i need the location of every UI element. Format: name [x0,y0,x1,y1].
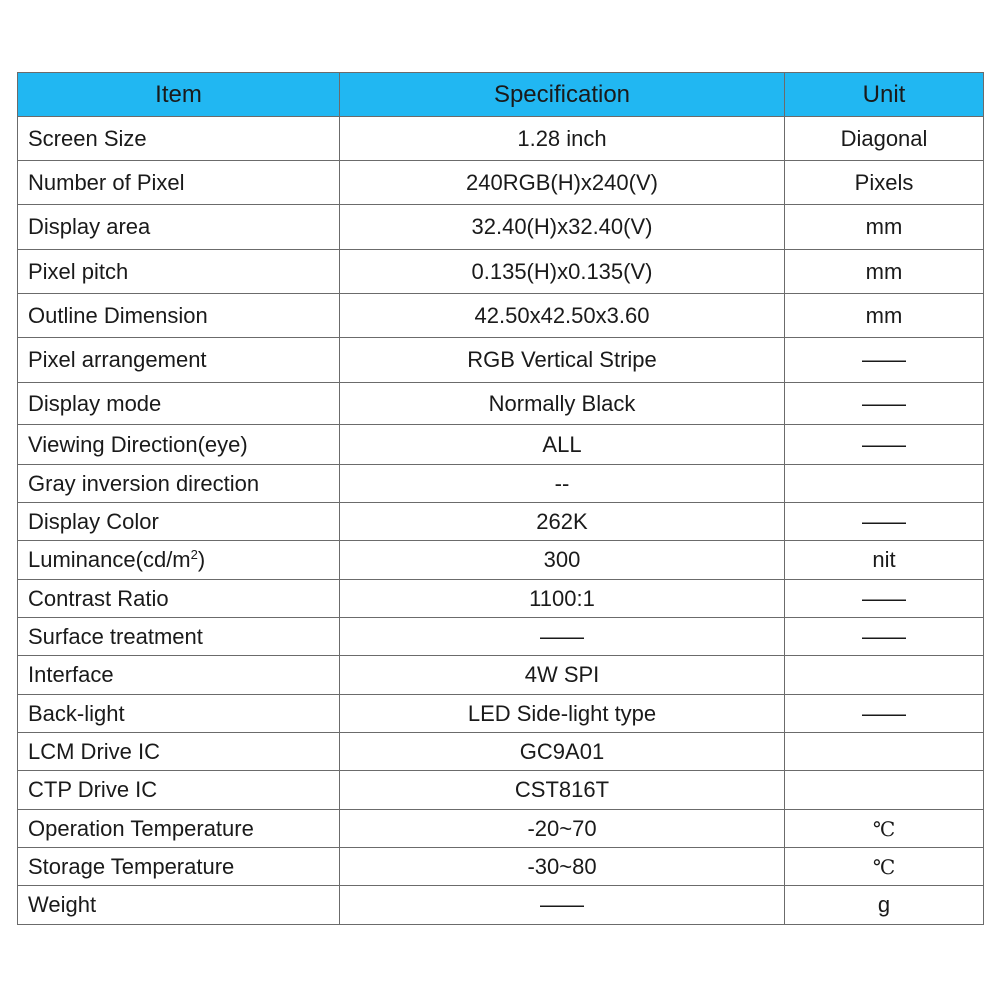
item-label: Interface [28,662,114,687]
unit-cell [785,771,984,810]
item-cell [18,117,340,161]
table-row [18,580,984,618]
item-label: Luminance(cd/m [28,547,191,572]
spec-cell: 1100:1 [340,580,785,618]
table-row [18,294,984,338]
spec-cell: 240RGB(H)x240(V) [340,161,785,205]
header-item: Item [18,73,340,117]
table-row [18,618,984,656]
table-body [18,117,984,925]
spec-cell: CST816T [340,771,785,810]
item-suffix: ) [197,547,206,572]
table-row [18,465,984,503]
spec-table [17,72,984,925]
item-superscript: 2 [190,547,198,562]
item-cell [18,503,340,541]
table-row [18,503,984,541]
unit-cell: mm [785,250,984,294]
item-cell [18,771,340,810]
table-row [18,117,984,161]
item-label: CTP Drive IC [28,777,158,802]
spec-cell: -20~70 [340,810,785,848]
item-cell [18,161,340,205]
unit-cell: —— [785,338,984,383]
table-row [18,886,984,925]
unit-cell: —— [785,695,984,733]
table-row [18,810,984,848]
table-row [18,848,984,886]
spec-cell: 0.135(H)x0.135(V) [340,250,785,294]
table-row [18,425,984,465]
item-cell [18,656,340,695]
unit-cell: —— [785,503,984,541]
spec-cell: —— [340,618,785,656]
unit-cell: —— [785,383,984,425]
spec-cell: ALL [340,425,785,465]
item-label: Gray inversion direction [28,470,260,496]
spec-cell: -- [340,465,785,503]
item-label: Outline Dimension [28,302,208,328]
item-cell [18,250,340,294]
item-label: Display area [28,214,151,239]
table-row [18,771,984,810]
table-row [18,161,984,205]
item-label: Pixel arrangement [28,347,207,372]
unit-cell [785,465,984,503]
item-cell [18,810,340,848]
table-header [18,73,984,117]
item-label: Surface treatment [28,623,203,649]
item-label: Number of Pixel [28,169,185,195]
unit-cell: Pixels [785,161,984,205]
table-row [18,205,984,250]
item-cell [18,848,340,886]
item-cell [18,733,340,771]
table-row [18,656,984,695]
item-label: LCM Drive IC [28,738,161,764]
item-cell [18,695,340,733]
unit-cell: ℃ [785,810,984,848]
item-label: Display Color [28,508,159,534]
spec-cell: RGB Vertical Stripe [340,338,785,383]
spec-cell: 262K [340,503,785,541]
spec-cell: LED Side-light type [340,695,785,733]
spec-cell: 4W SPI [340,656,785,695]
unit-cell: mm [785,294,984,338]
item-cell [18,465,340,503]
item-label: Display mode [28,390,162,416]
item-label: Weight [28,892,97,917]
table-row [18,383,984,425]
unit-cell: —— [785,580,984,618]
table-row [18,733,984,771]
item-label: Back-light [28,700,125,726]
table-row [18,250,984,294]
unit-cell [785,656,984,695]
item-label: Pixel pitch [28,258,129,284]
table-row [18,338,984,383]
unit-cell: g [785,886,984,925]
spec-cell: Normally Black [340,383,785,425]
unit-cell: —— [785,618,984,656]
table-row [18,695,984,733]
spec-cell: 42.50x42.50x3.60 [340,294,785,338]
spec-cell: GC9A01 [340,733,785,771]
item-cell [18,338,340,383]
item-label: Screen Size [28,125,147,151]
unit-cell: Diagonal [785,117,984,161]
item-label: Storage Temperature [28,853,235,879]
item-cell [18,383,340,425]
item-cell [18,886,340,925]
spec-cell: 32.40(H)x32.40(V) [340,205,785,250]
unit-cell [785,733,984,771]
spec-cell: 1.28 inch [340,117,785,161]
item-cell [18,541,340,580]
spec-cell: —— [340,886,785,925]
item-cell [18,425,340,465]
item-cell [18,294,340,338]
unit-cell: —— [785,425,984,465]
header-unit: Unit [785,73,984,117]
unit-cell: mm [785,205,984,250]
unit-cell: nit [785,541,984,580]
spec-cell: -30~80 [340,848,785,886]
header-specification: Specification [340,73,785,117]
item-cell [18,205,340,250]
item-label: Viewing Direction(eye) [28,431,248,457]
header-row [18,73,984,117]
item-cell [18,580,340,618]
item-label: Operation Temperature [28,815,254,841]
table-row [18,541,984,580]
unit-cell: ℃ [785,848,984,886]
item-cell [18,618,340,656]
spec-cell: 300 [340,541,785,580]
item-label: Contrast Ratio [28,585,169,611]
